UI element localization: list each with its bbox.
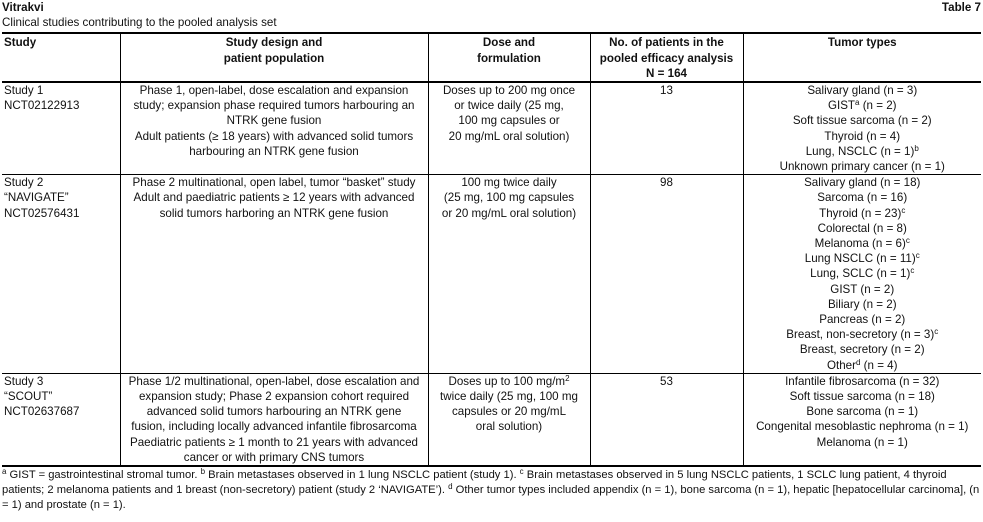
tumor-type: Unknown primary cancer (n = 1) xyxy=(779,160,945,174)
footnote-marker: d xyxy=(855,357,861,367)
design-line: fusion, including locally advanced infantile fibrosarcoma xyxy=(131,420,417,434)
design-line: Phase 2 multinational, open label, tumor “basket” study xyxy=(132,176,416,190)
design-line: cancer or with primary CNS tumors xyxy=(183,450,365,464)
dose-line: 100 mg capsules or xyxy=(458,114,560,128)
dose-line: twice daily (25 mg, 100 mg xyxy=(440,390,578,404)
tumor-type: Congenital mesoblastic nephroma (n = 1) xyxy=(756,420,969,434)
dose-line: capsules or 20 mg/mL xyxy=(451,405,567,419)
cell-patient-count xyxy=(590,373,743,466)
tumor-type: Other$^d$ (n = 4) xyxy=(826,357,898,372)
study-line: Study 3 xyxy=(4,374,44,388)
patient-count: 53 xyxy=(660,374,673,388)
study-line: NCT02122913 xyxy=(4,99,80,113)
dose-line: Doses up to 200 mg once xyxy=(442,84,576,98)
table-subtitle: Clinical studies contributing to the pooled analysis set xyxy=(2,16,277,30)
patient-count: 98 xyxy=(660,176,673,190)
cell-tumor-types xyxy=(743,82,981,175)
design-line: advanced solid tumors harbouring an NTRK gene xyxy=(146,405,402,419)
footnote-text: Other tumor types included appendix (n = 1), bone sarcoma (n = 1), hepatic [hepatocellular carcinoma], (n = 1) and prostate (n = 1). xyxy=(2,484,980,512)
footnote-text: Brain metastases observed in 5 lung NSCLC patients, 1 SCLC lung patient, 4 thyroid patients; 2 melanoma patients and 1 breast (non-secretory) patient (study 2 ‘NAVIGATE’). xyxy=(2,469,947,497)
study-line: “NAVIGATE” xyxy=(4,191,69,205)
design-line: Phase 1/2 multinational, open-label, dose escalation and xyxy=(128,374,420,388)
tumor-type: Melanoma (n = 6)$^c$ xyxy=(814,236,910,251)
tumor-type: Sarcoma (n = 16) xyxy=(817,191,908,205)
design-line: Adult and paediatric patients ≥ 12 years with advanced xyxy=(133,191,415,205)
study-line: Study 1 xyxy=(4,84,44,98)
tumor-type: Lung, NSCLC (n = 1)$^b$ xyxy=(805,143,919,158)
study-line: “SCOUT” xyxy=(4,390,53,404)
tumor-type: Salivary gland (n = 18) xyxy=(804,176,921,190)
dose-line: oral solution) xyxy=(475,420,543,434)
header-line: Study design and xyxy=(225,36,323,50)
dose-line: or twice daily (25 mg, xyxy=(454,99,564,113)
tumor-type: Salivary gland (n = 3) xyxy=(807,84,918,98)
document-page xyxy=(2,0,981,522)
tumor-type: Lung NSCLC (n = 11)$^c$ xyxy=(804,251,920,266)
header-line: Study xyxy=(4,36,37,50)
col-header-design xyxy=(120,33,428,82)
tumor-type: Bone sarcoma (n = 1) xyxy=(806,405,919,419)
cell-patient-count xyxy=(590,82,743,175)
tumor-type: Melanoma (n = 1) xyxy=(816,435,908,449)
footnote-marker: c xyxy=(905,236,910,246)
col-header-patients xyxy=(590,33,743,82)
header-line: formulation xyxy=(477,51,541,65)
table-row xyxy=(2,175,981,374)
dose-line: Doses up to 100 $mg/m^2$ xyxy=(448,373,570,388)
table-row xyxy=(2,82,981,175)
tumor-type: GIST (n = 2) xyxy=(830,282,895,296)
header-line: patient population xyxy=(223,51,325,65)
tumor-type: Thyroid (n = 4) xyxy=(824,129,901,143)
footnote-marker: a xyxy=(2,467,7,477)
study-line: Study 2 xyxy=(4,176,44,190)
dose-line: or 20 mg/mL oral solution) xyxy=(441,206,577,220)
tumor-type: Breast, secretory (n = 2) xyxy=(799,343,925,357)
tumor-type: Soft tissue sarcoma (n = 18) xyxy=(789,390,935,404)
footnote-marker: c xyxy=(901,205,906,215)
tumor-type: Infantile fibrosarcoma (n = 32) xyxy=(785,374,940,388)
design-line: Paediatric patients ≥ 1 month to 21 years with advanced xyxy=(130,435,418,449)
header-line: Tumor types xyxy=(827,36,897,50)
cell-tumor-types xyxy=(743,175,981,374)
table-footnote xyxy=(2,468,981,513)
header-line: No. of patients in the xyxy=(609,36,724,50)
design-line: expansion study; Phase 2 expansion cohort required xyxy=(138,390,410,404)
col-header-tumor-types xyxy=(743,33,981,82)
cell-dose xyxy=(428,373,590,466)
tumor-type: Thyroid (n = 23)$^c$ xyxy=(819,205,906,220)
header-line: N = 164 xyxy=(646,66,687,80)
cell-design xyxy=(120,373,428,466)
cell-design xyxy=(120,175,428,374)
tumor-type: Lung, SCLC (n = 1)$^c$ xyxy=(810,266,915,281)
footnote-marker: c xyxy=(910,266,915,276)
col-header-dose xyxy=(428,33,590,82)
footnote-marker: b xyxy=(200,467,206,477)
cell-patient-count xyxy=(590,175,743,374)
footnote-marker: a xyxy=(855,98,860,108)
footnote-text: Brain metastases observed in 1 lung NSCLC patient (study 1). xyxy=(205,469,520,482)
header-line: pooled efficacy analysis xyxy=(599,51,734,65)
tumor-type: Pancreas (n = 2) xyxy=(819,313,906,327)
tumor-type: Breast, non-secretory (n = 3)$^c$ xyxy=(786,327,939,342)
table-column-headers xyxy=(2,33,981,82)
design-line: Adult patients (≥ 18 years) with advanced solid tumors xyxy=(134,129,414,143)
clinical-studies-table xyxy=(2,32,981,467)
cell-dose xyxy=(428,175,590,374)
patient-count: 13 xyxy=(660,84,673,98)
study-line: NCT02637687 xyxy=(4,405,80,419)
dose-line: 20 mg/mL oral solution) xyxy=(448,129,570,143)
table-label: Table 7 xyxy=(941,1,981,14)
dose-line: (25 mg, 100 mg capsules xyxy=(443,191,575,205)
brand-name: Vitrakvi xyxy=(2,1,44,14)
footnote-text: GIST = gastrointestinal stromal tumor. xyxy=(6,469,201,482)
study-line: NCT02576431 xyxy=(4,206,80,220)
dose-line: 100 mg twice daily xyxy=(461,176,557,190)
design-line: Phase 1, open-label, dose escalation and expansion xyxy=(139,84,409,98)
table-row xyxy=(2,373,981,466)
table-header-row xyxy=(2,0,981,15)
cell-study xyxy=(2,373,120,466)
design-line: harbouring an NTRK gene fusion xyxy=(189,144,359,158)
cell-study xyxy=(2,175,120,374)
col-header-study xyxy=(2,33,120,82)
cell-study xyxy=(2,82,120,175)
tumor-type: Colorectal (n = 8) xyxy=(817,221,907,235)
cell-design xyxy=(120,82,428,175)
tumor-type: GIST$^a$ (n = 2) xyxy=(827,98,897,113)
tumor-type: Soft tissue sarcoma (n = 2) xyxy=(792,114,932,128)
footnote-marker: b xyxy=(914,143,919,153)
header-line: Dose and xyxy=(482,36,536,50)
design-line: NTRK gene fusion xyxy=(226,114,322,128)
design-line: solid tumors harboring an NTRK gene fusion xyxy=(159,206,389,220)
tumor-type: Biliary (n = 2) xyxy=(827,297,897,311)
footnote-marker: d xyxy=(448,482,453,492)
cell-dose xyxy=(428,82,590,175)
footnote-marker: c xyxy=(915,251,920,261)
cell-tumor-types xyxy=(743,373,981,466)
footnote-marker: c xyxy=(934,327,939,337)
footnote-marker: c xyxy=(519,467,524,477)
design-line: study; expansion phase required tumors harbouring an xyxy=(133,99,415,113)
footnote-marker: 2 xyxy=(565,373,570,383)
